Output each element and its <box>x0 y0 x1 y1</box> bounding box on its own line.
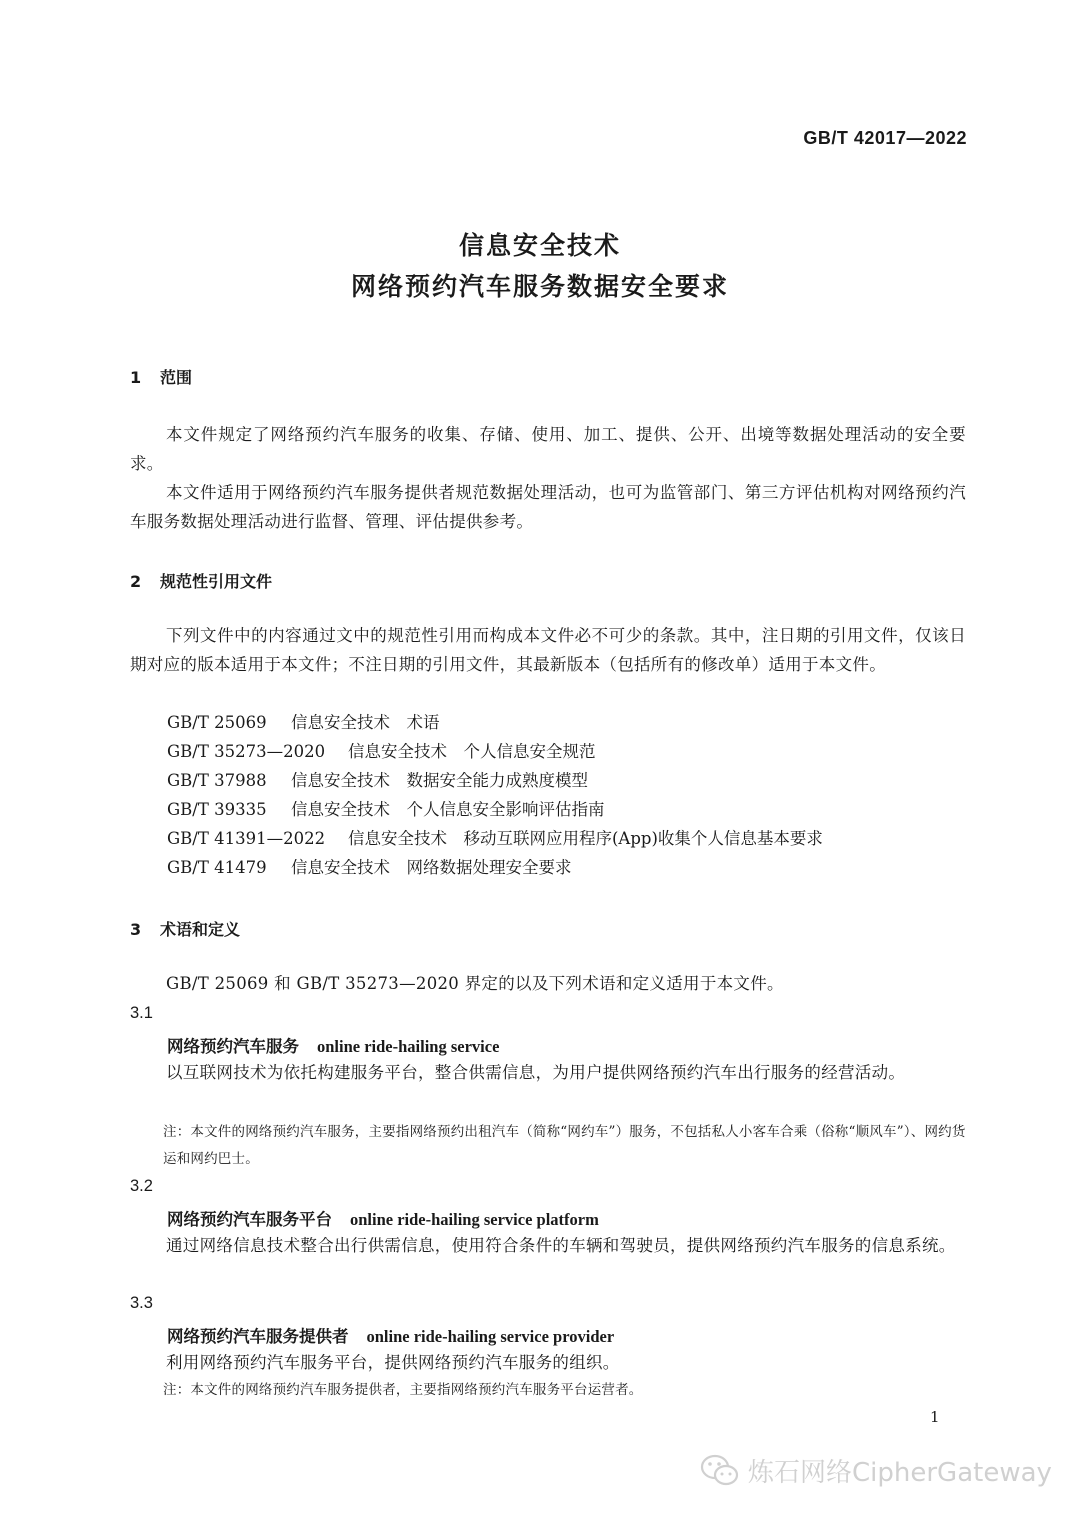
term-en: online ride-hailing service platform <box>350 1210 599 1229</box>
standard-number: GB/T 42017—2022 <box>803 128 967 148</box>
section-heading-2 <box>130 569 272 592</box>
section-number: 3 <box>130 920 142 939</box>
term-zh: 网络预约汽车服务 <box>167 1037 299 1056</box>
term-zh: 网络预约汽车服务提供者 <box>167 1327 349 1346</box>
wechat-icon <box>700 1454 740 1488</box>
reference-item <box>167 766 588 795</box>
reference-item <box>167 853 572 882</box>
term-zh: 网络预约汽车服务平台 <box>167 1210 332 1229</box>
term-note: 注：本文件的网络预约汽车服务提供者，主要指网络预约汽车服务平台运营者。 <box>163 1382 643 1398</box>
term-note: 注：本文件的网络预约汽车服务，主要指网络预约出租汽车（简称“网约车”）服务，不包括私人小客车合乘（俗称“顺风车”）、网约货运和网约巴士。 <box>163 1124 966 1167</box>
term-heading <box>167 1033 499 1057</box>
section-title: 术语和定义 <box>160 920 241 939</box>
section-title: 规范性引用文件 <box>160 572 273 591</box>
term-definition: 以互联网技术为依托构建服务平台，整合供需信息，为用户提供网络预约汽车出行服务的经营活动。 <box>166 1063 906 1082</box>
term-heading <box>167 1323 614 1347</box>
section-heading-3 <box>130 917 240 940</box>
section-title: 范围 <box>160 368 193 387</box>
section-number: 2 <box>130 572 142 591</box>
watermark-text: 炼石网络CipherGateway <box>748 1458 1052 1488</box>
term-heading <box>167 1206 599 1230</box>
watermark <box>700 1452 1052 1489</box>
reference-code: GB/T 41391—2022 <box>167 829 326 848</box>
reference-title: 信息安全技术 术语 <box>291 713 440 732</box>
term-en: online ride-hailing service <box>317 1037 500 1056</box>
reference-title: 信息安全技术 个人信息安全规范 <box>348 742 596 761</box>
reference-title: 信息安全技术 移动互联网应用程序(App)收集个人信息基本要求 <box>348 829 823 848</box>
section-number: 1 <box>130 368 142 387</box>
reference-title: 信息安全技术 数据安全能力成熟度模型 <box>291 771 588 790</box>
term-number: 3.1 <box>130 1004 153 1022</box>
reference-item <box>167 737 596 766</box>
reference-code: GB/T 37988 <box>167 771 267 790</box>
reference-item <box>167 708 440 737</box>
section-heading-1 <box>130 365 192 388</box>
reference-code: GB/T 35273—2020 <box>167 742 326 761</box>
paragraph: 本文件规定了网络预约汽车服务的收集、存储、使用、加工、提供、公开、出境等数据处理活动的安全要求。 <box>130 425 966 473</box>
term-en: online ride-hailing service provider <box>366 1327 615 1346</box>
title-line-2: 网络预约汽车服务数据安全要求 <box>350 272 729 301</box>
reference-title: 信息安全技术 个人信息安全影响评估指南 <box>291 800 605 819</box>
paragraph: 本文件适用于网络预约汽车服务提供者规范数据处理活动，也可为监管部门、第三方评估机构对网络预约汽车服务数据处理活动进行监督、管理、评估提供参考。 <box>130 483 966 531</box>
term-definition: 利用网络预约汽车服务平台，提供网络预约汽车服务的组织。 <box>166 1353 620 1372</box>
reference-item <box>167 824 823 853</box>
term-number: 3.2 <box>130 1177 153 1195</box>
paragraph: 下列文件中的内容通过文中的规范性引用而构成本文件必不可少的条款。其中，注日期的引用文件，仅该日期对应的版本适用于本文件；不注日期的引用文件，其最新版本（包括所有的修改单）适用于本文件。 <box>130 626 966 674</box>
reference-item <box>167 795 605 824</box>
paragraph: GB/T 25069 和 GB/T 35273—2020 界定的以及下列术语和定义适用于本文件。 <box>166 974 784 993</box>
reference-code: GB/T 25069 <box>167 713 267 732</box>
page-number: 1 <box>930 1408 940 1426</box>
reference-code: GB/T 41479 <box>167 858 267 877</box>
reference-code: GB/T 39335 <box>167 800 267 819</box>
term-definition: 通过网络信息技术整合出行供需信息，使用符合条件的车辆和驾驶员，提供网络预约汽车服务的信息系统。 <box>166 1236 956 1255</box>
title-line-1: 信息安全技术 <box>458 231 621 260</box>
reference-title: 信息安全技术 网络数据处理安全要求 <box>291 858 572 877</box>
term-number: 3.3 <box>130 1294 153 1312</box>
